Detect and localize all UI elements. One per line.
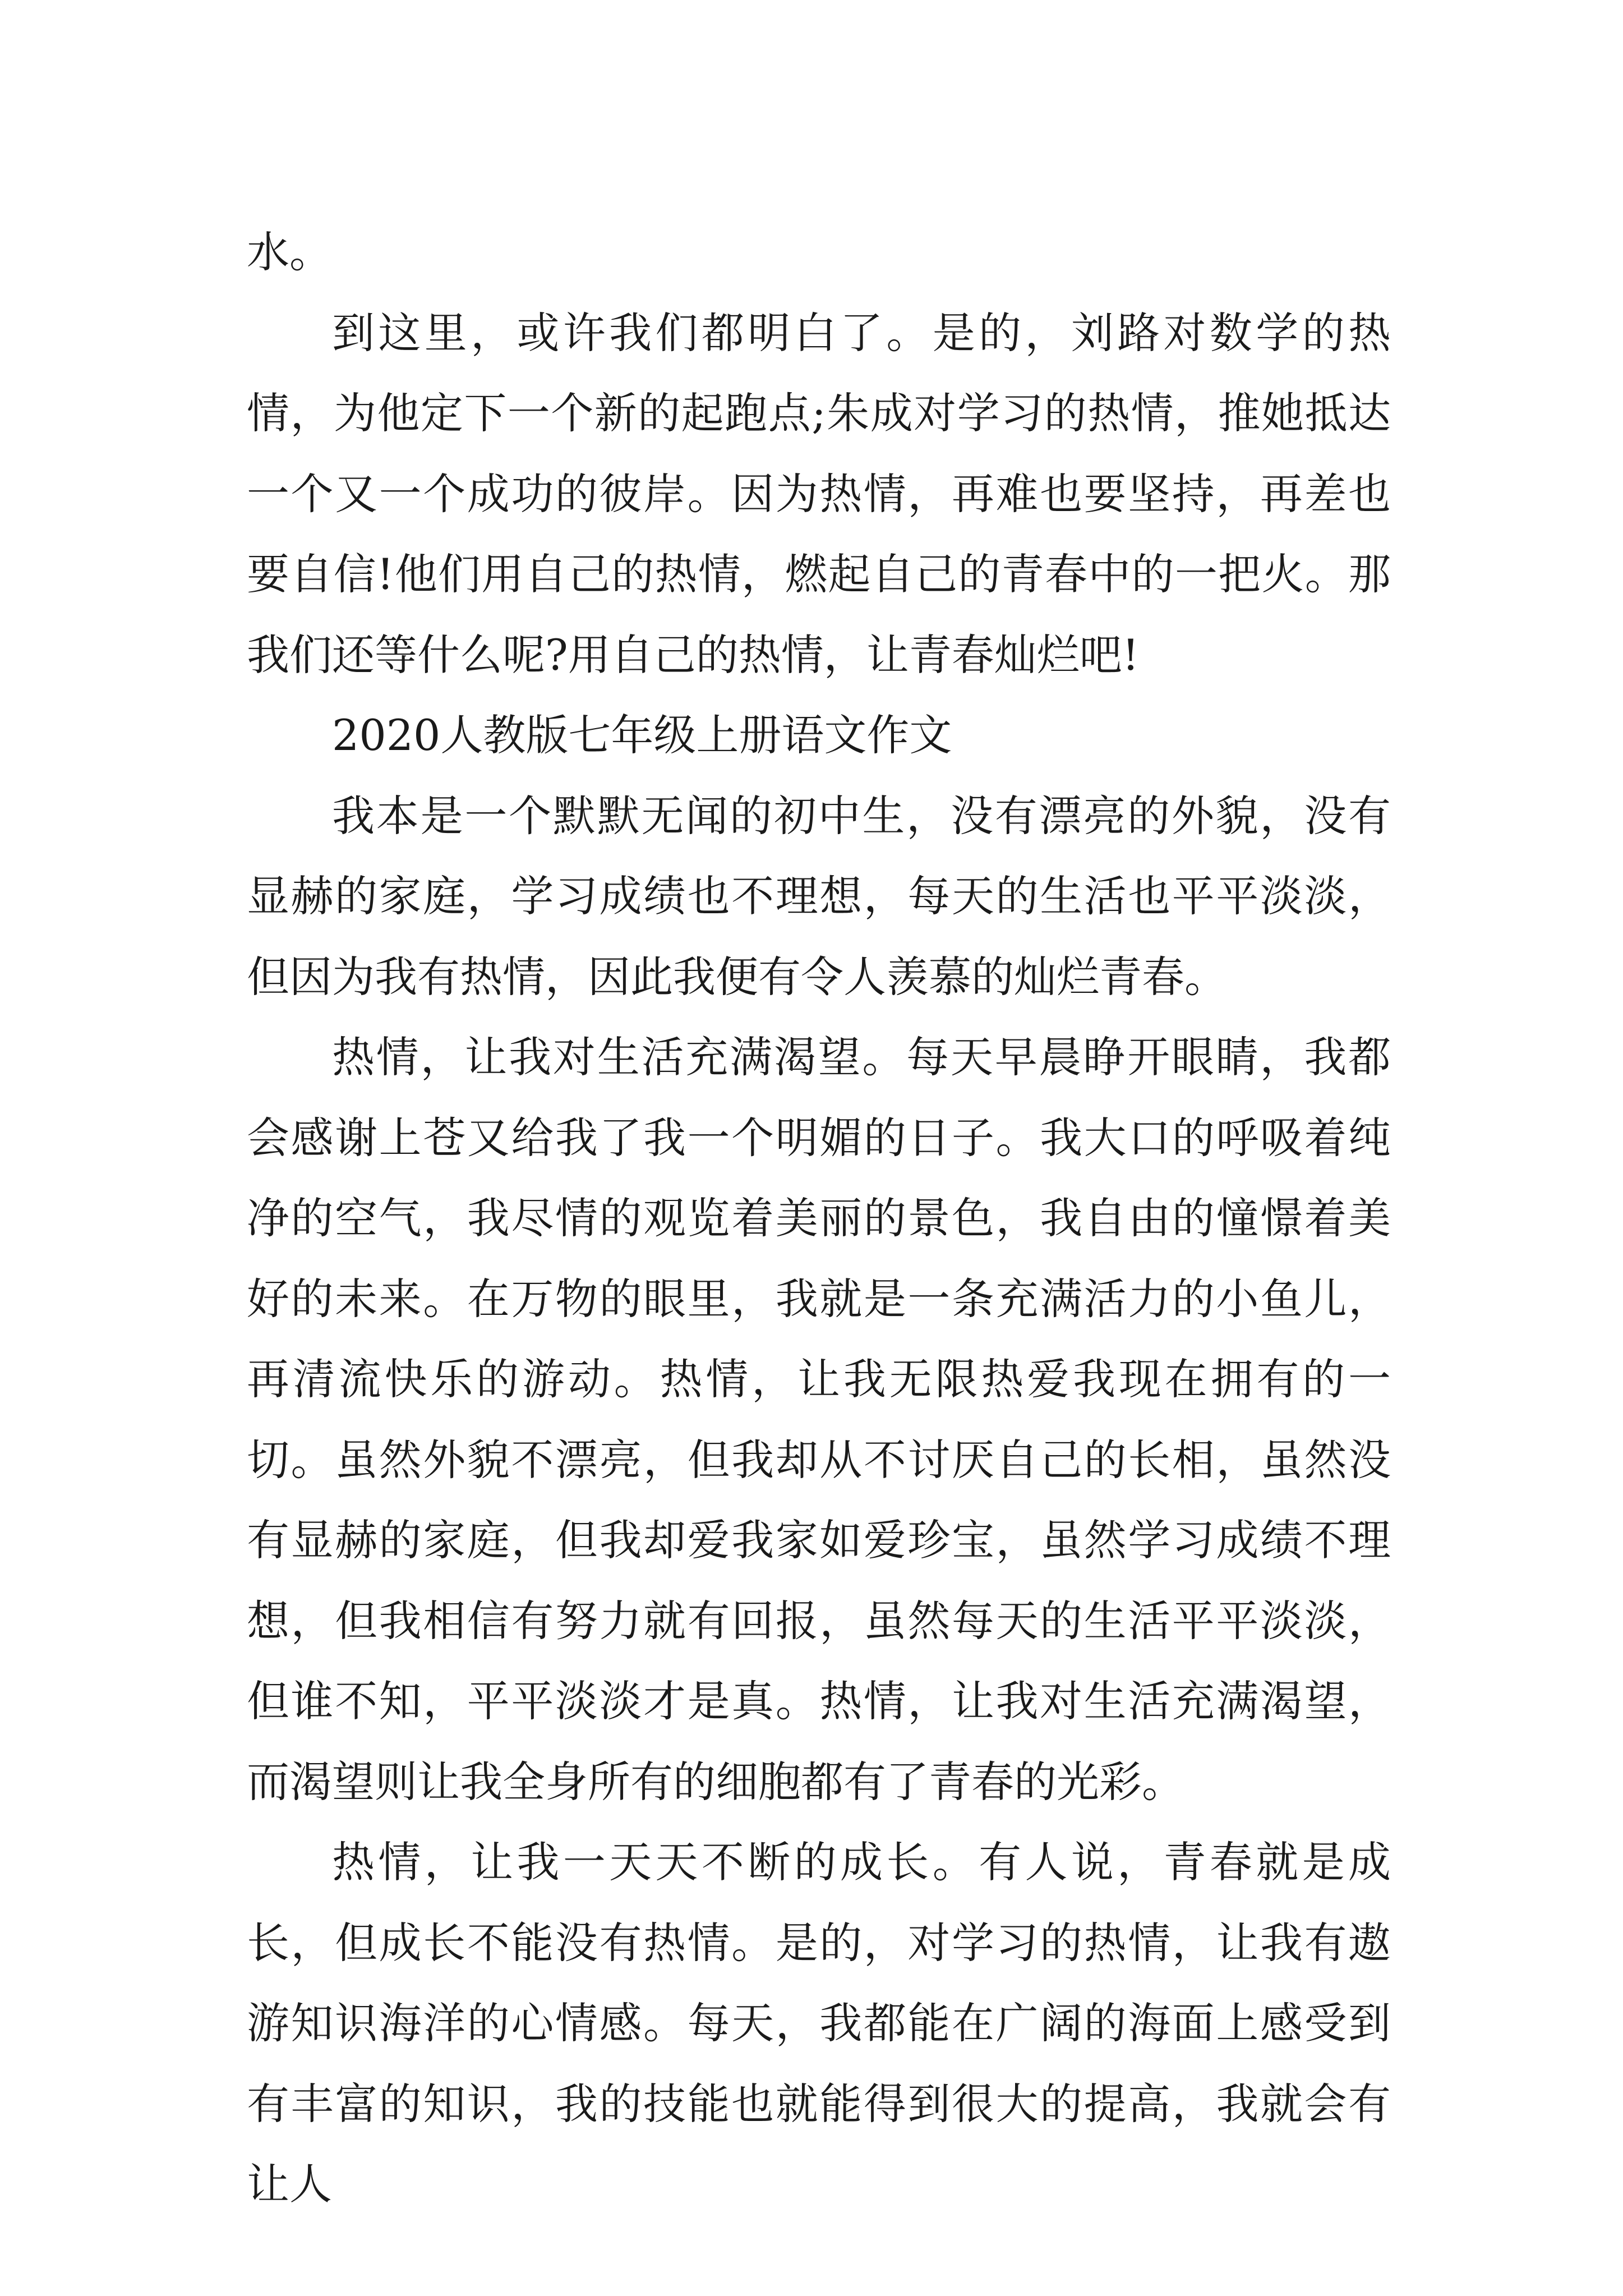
document-body — [247, 212, 1391, 2225]
essay-title: 2020人教版七年级上册语文作文 — [332, 710, 952, 760]
paragraph-continuation: 水。 — [247, 227, 332, 277]
paragraph-intro: 我本是一个默默无闻的初中生，没有漂亮的外貌，没有显赫的家庭，学习成绩也不理想，每天的生活也平平淡淡，但因为我有热情，因此我便有令人羡慕的灿烂青春。 — [247, 790, 1391, 1002]
paragraph-body-1: 热情，让我对生活充满渴望。每天早晨睁开眼睛，我都会感谢上苍又给我了我一个明媚的日子。我大口的呼吸着纯净的空气，我尽情的观览着美丽的景色，我自由的憧憬着美好的未来。在万物的眼里，我就是一条充满活力的小鱼儿，再清流快乐的游动。热情，让我无限热爱我现在拥有的一切。虽然外貌不漂亮，但我却从不讨厌自己的长相，虽然没有显赫的家庭，但我却爱我家如爱珍宝，虽然学习成绩不理想，但我相信有努力就有回报，虽然每天的生活平平淡淡，但谁不知，平平淡淡才是真。热情，让我对生活充满渴望，而渴望则让我全身所有的细胞都有了青春的光彩。 — [247, 1032, 1391, 1807]
paragraph-body-2: 热情，让我一天天不断的成长。有人说，青春就是成长，但成长不能没有热情。是的，对学习的热情，让我有遨游知识海洋的心情感。每天，我都能在广阔的海面上感受到有丰富的知识，我的技能也就能得到很大的提高，我就会有让人 — [247, 1837, 1391, 2209]
paragraph-conclusion: 到这里，或许我们都明白了。是的，刘路对数学的热情，为他定下一个新的起跑点;朱成对学习的热情，推她抵达一个又一个成功的彼岸。因为热情，再难也要坚持，再差也要自信!他们用自己的热情，燃起自己的青春中的一把火。那我们还等什么呢?用自己的热情，让青春灿烂吧! — [247, 307, 1391, 680]
